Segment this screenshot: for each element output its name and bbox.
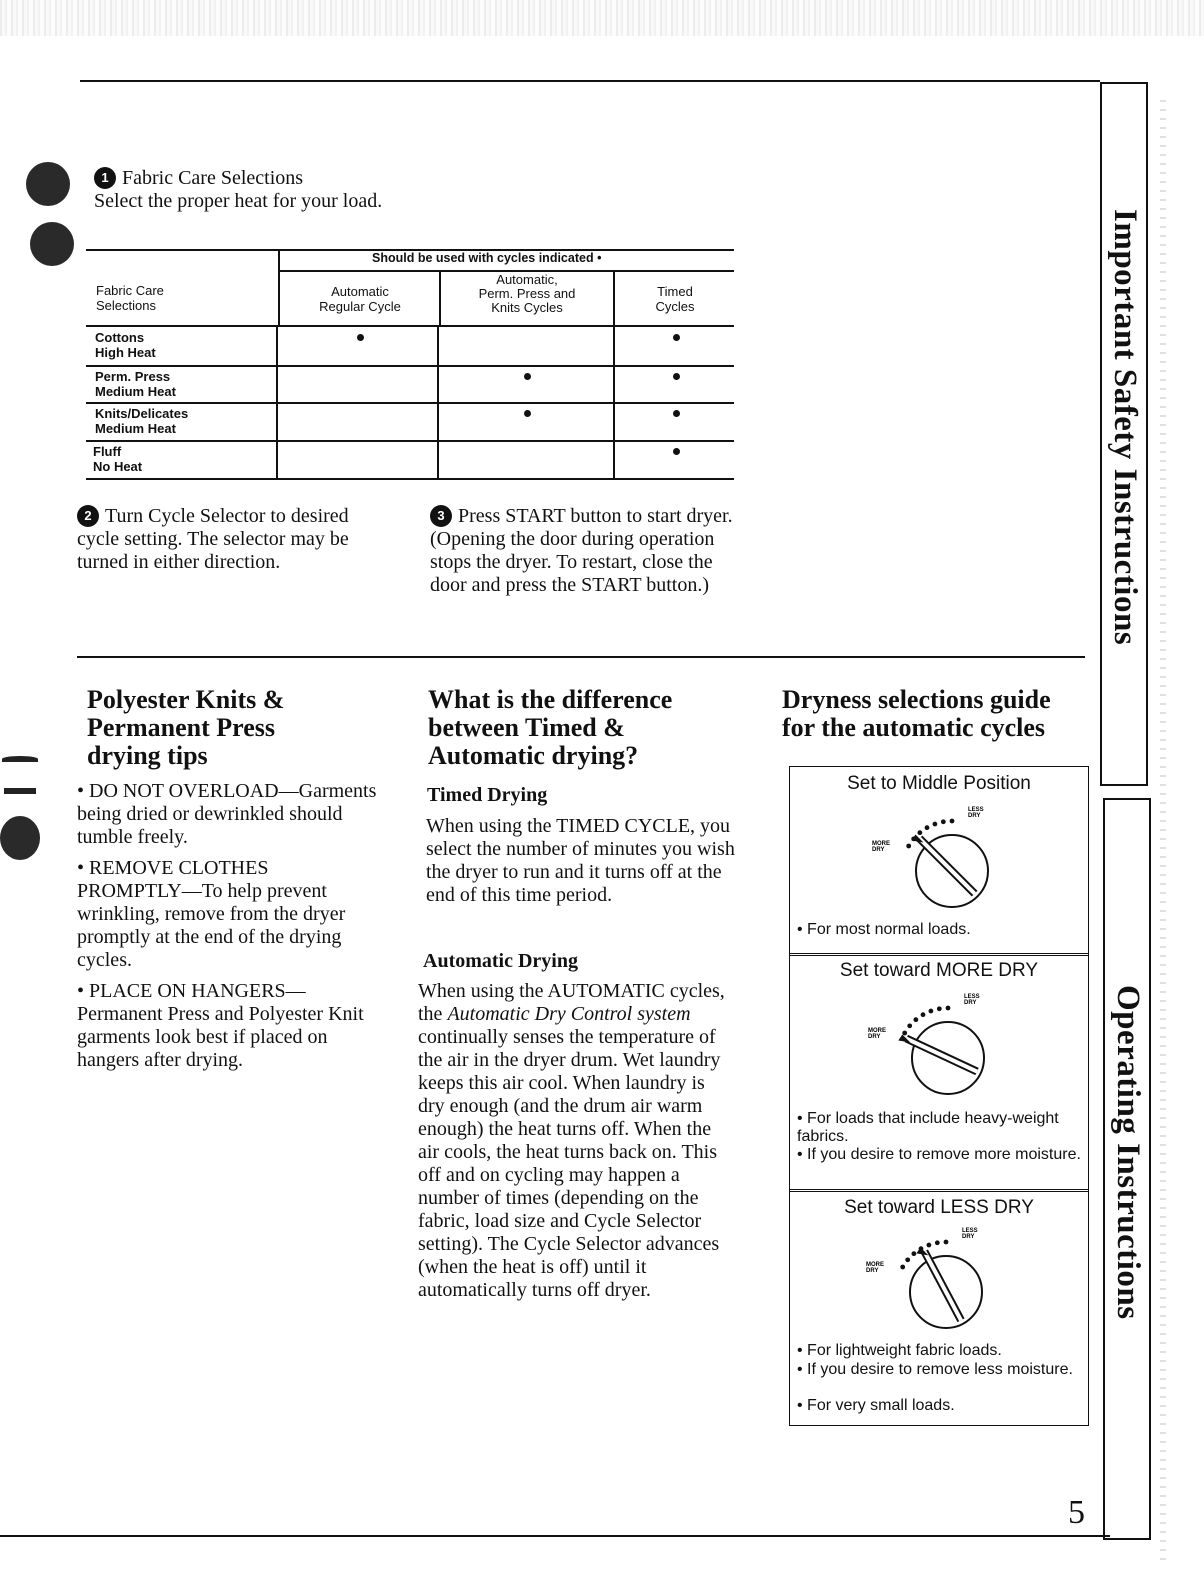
step2-text: Turn Cycle Selector to desired cycle setting. The selector may be turned in either direction.	[77, 505, 349, 573]
step1-heading	[94, 167, 303, 190]
table-row-header: Fabric Care Selections	[96, 283, 164, 313]
table-col-header: Automatic, Perm. Press and Knits Cycles	[478, 272, 576, 315]
binder-hole	[30, 222, 74, 266]
dryness-title: Dryness selections guide for the automatic cycles	[782, 685, 1051, 742]
polyester-title: Polyester Knits & Permanent Press drying tips	[87, 685, 285, 770]
table-group-header: Should be used with cycles indicated •	[372, 251, 602, 265]
binder-mark	[4, 788, 36, 794]
dial-label-more: MORE DRY	[866, 1262, 884, 1274]
dial-label-less: LESS DRY	[968, 807, 984, 819]
dryness-box-title: Set toward MORE DRY	[839, 960, 1039, 981]
step3	[430, 505, 740, 597]
step3-number: 3	[430, 505, 452, 527]
polyester-tips	[77, 780, 377, 1072]
table-row: Knits/Delicates Medium Heat	[95, 406, 189, 436]
dryness-box-more	[789, 953, 1089, 1192]
dryness-note: • If you desire to remove more moisture.	[797, 1146, 1081, 1163]
scan-noise-edge	[1160, 100, 1166, 1560]
step3-text: Press START button to start dryer. (Opening the door during operation stops the dryer. To restart, close the door and press the START button.)	[430, 505, 733, 596]
dial-label-less: LESS DRY	[962, 1228, 978, 1240]
table-mark-dot	[524, 373, 531, 380]
table-mark-dot	[673, 373, 680, 380]
step2-number: 2	[77, 505, 99, 527]
timed-heading: Timed Drying	[427, 784, 548, 806]
page-number: 5	[1068, 1494, 1085, 1531]
scan-noise-top	[0, 0, 1204, 36]
dryness-note: • For lightweight fabric loads.	[797, 1342, 1002, 1359]
dryness-dial-icon	[870, 805, 1010, 917]
dryness-note: • If you desire to remove less moisture.	[797, 1361, 1073, 1378]
dial-label-more: MORE DRY	[868, 1028, 886, 1040]
binder-hole	[26, 162, 70, 206]
table-mark-dot	[673, 448, 680, 455]
dryness-box-middle	[789, 766, 1089, 956]
dryness-box-title: Set to Middle Position	[847, 773, 1031, 794]
binder-mark	[2, 756, 38, 762]
table-mark-dot	[673, 410, 680, 417]
dryness-dial-icon	[866, 992, 1006, 1104]
dryness-note: • For most normal loads.	[797, 921, 971, 938]
step1-title: Fabric Care Selections	[122, 167, 304, 189]
table-row: Perm. Press Medium Heat	[95, 369, 176, 399]
top-rule	[80, 80, 1100, 82]
binder-hole	[0, 816, 40, 860]
tab-important-safety[interactable]	[1100, 82, 1148, 786]
table-mark-dot	[357, 334, 364, 341]
table-col-header: Automatic Regular Cycle	[319, 284, 401, 314]
tab-operating[interactable]	[1103, 798, 1151, 1540]
bottom-rule	[0, 1535, 1110, 1537]
auto-text: When using the AUTOMATIC cycles, the Automatic Dry Control system continually senses the temperature of the air in the dryer drum. Wet laundry keeps this air cool. When laundry is dry enough (and the drum air warm enough) the heat turns off. When the air cools, the heat turns back on. This off and on cycling may happen a number of times (depending on the fabric, load size and Cycle Selector setting). The Cycle Selector advances (when the heat is off) until it automatically turns off dryer.	[418, 980, 725, 1301]
dial-label-more: MORE DRY	[872, 841, 890, 853]
difference-title: What is the difference between Timed & Automatic drying?	[428, 685, 673, 770]
tip-item: • REMOVE CLOTHES PROMPTLY—To help prevent wrinkling, remove from the dryer promptly at the end of the drying cycles.	[77, 857, 346, 971]
tip-item: • DO NOT OVERLOAD—Garments being dried or dewrinkled should tumble freely.	[77, 780, 377, 848]
table-row: Cottons High Heat	[95, 330, 156, 360]
step1-text: Select the proper heat for your load.	[94, 190, 383, 212]
middle-rule	[77, 656, 1085, 658]
tip-item: • PLACE ON HANGERS—Permanent Press and Polyester Knit garments look best if placed on hangers after drying.	[77, 980, 364, 1071]
step1-number: 1	[94, 167, 116, 189]
auto-heading: Automatic Drying	[423, 950, 578, 972]
dryness-note: • For loads that include heavy-weight fabrics.	[797, 1110, 1059, 1145]
table-col-header: Timed Cycles	[655, 284, 695, 314]
step2	[77, 505, 387, 574]
dial-label-less: LESS DRY	[964, 994, 980, 1006]
table-row: Fluff No Heat	[93, 444, 143, 474]
table-mark-dot	[524, 410, 531, 417]
tab-label: Important Safety Instructions	[1107, 209, 1143, 646]
dryness-note: • For very small loads.	[797, 1397, 955, 1414]
tab-label: Operating Instructions	[1110, 985, 1146, 1320]
table-mark-dot	[673, 334, 680, 341]
dryness-box-title: Set toward LESS DRY	[844, 1197, 1034, 1218]
dryness-box-less	[789, 1189, 1089, 1426]
dryness-dial-icon	[864, 1226, 1004, 1338]
timed-text: When using the TIMED CYCLE, you select the number of minutes you wish the dryer to run and it turns off at the end of this time period.	[426, 815, 735, 906]
